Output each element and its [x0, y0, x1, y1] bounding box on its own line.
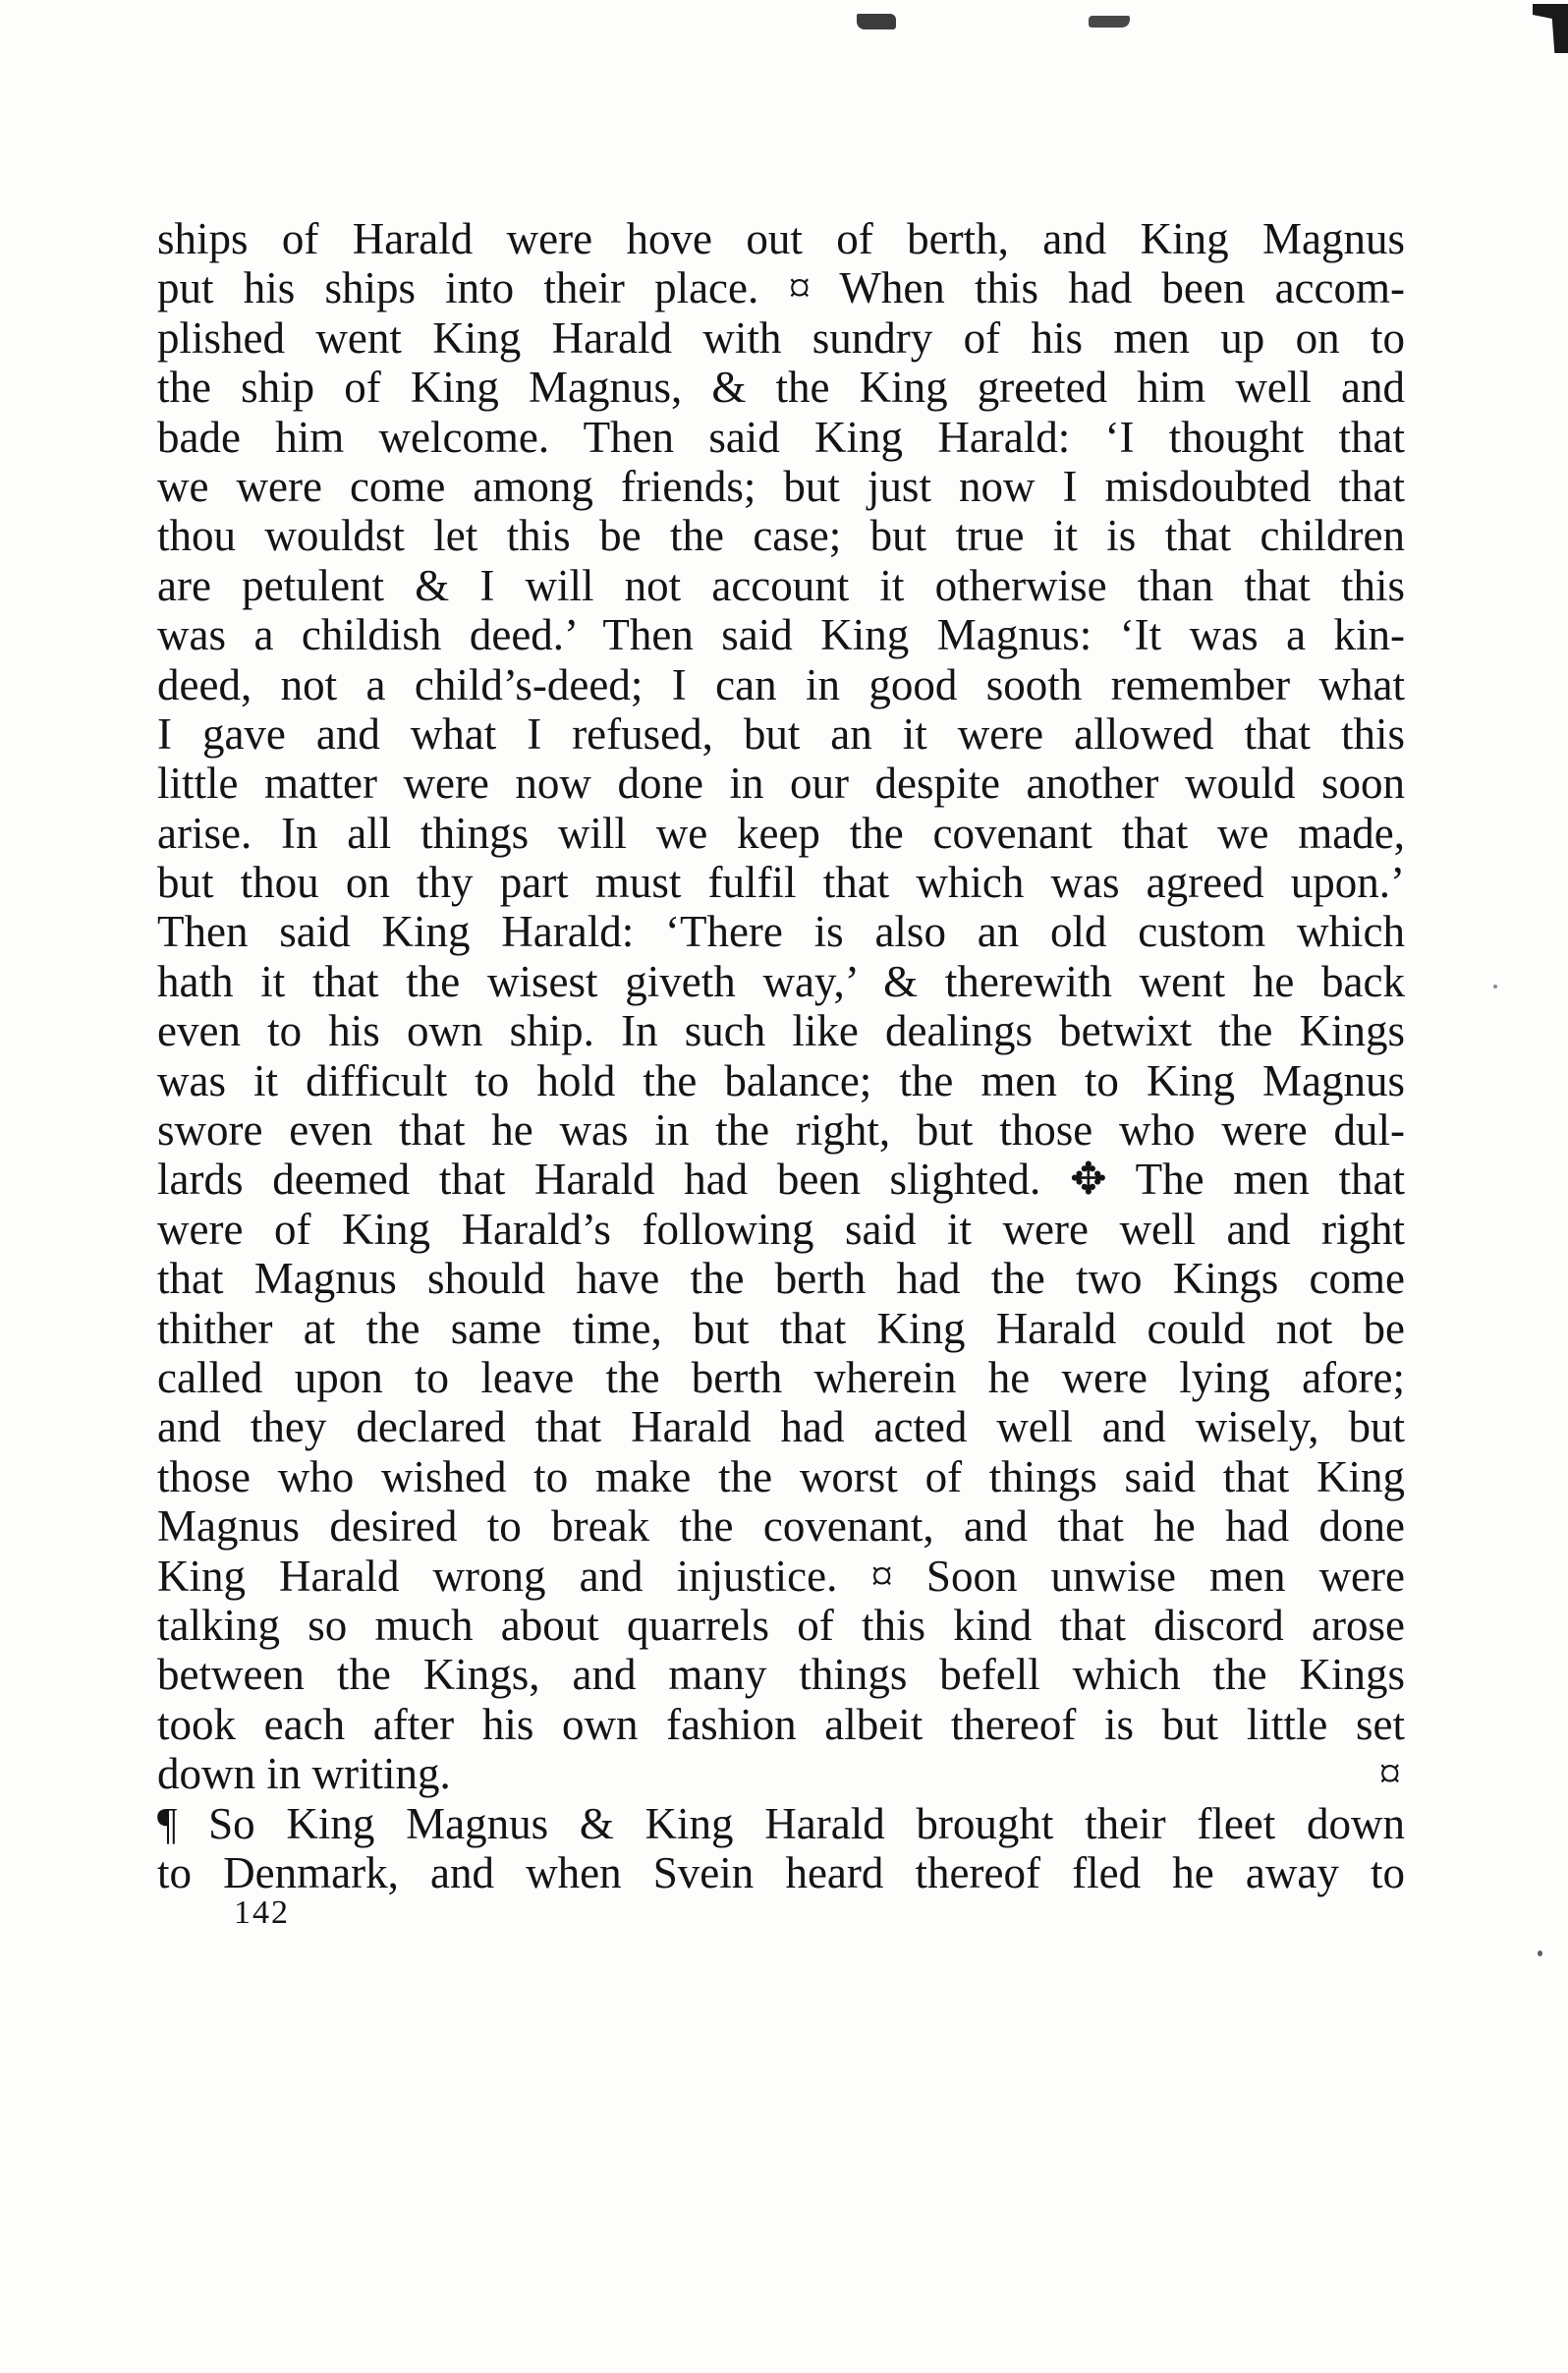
text-line: ships of Harald were hove out of berth, and King Magnus — [157, 214, 1405, 263]
text-line: ¶ So King Magnus & King Harald brought their fleet down — [157, 1798, 1405, 1848]
text-line: Then said King Harald: ‘There is also an old custom which — [157, 907, 1405, 957]
text-line: was it difficult to hold the balance; the men to King Magnus — [157, 1055, 1405, 1105]
text-line: King Harald wrong and injustice. ¤ Soon unwise men were — [157, 1551, 1405, 1601]
scan-speck-top-right — [1089, 16, 1130, 28]
scan-speck-lower — [1538, 1950, 1542, 1956]
paragraph-end-ornament: ¤ — [1378, 1749, 1401, 1799]
text-line: swore even that he was in the right, but those who were dul‐ — [157, 1105, 1405, 1156]
text-line: thither at the same time, but that King Harald could not be — [157, 1303, 1405, 1353]
text-line: arise. In all things will we keep the covenant that we made, — [157, 808, 1405, 858]
text-line: but thou on thy part must fulfil that which was agreed upon.’ — [157, 858, 1405, 908]
text-line: those who wished to make the worst of things said that King — [157, 1451, 1405, 1501]
scan-speck-top-left — [857, 14, 896, 29]
text-line: to Denmark, and when Svein heard thereof fled he away to — [157, 1847, 1405, 1897]
text-line: plished went King Harald with sundry of his men up on to — [157, 312, 1405, 363]
text-line: we were come among friends; but just now I misdoubted that — [157, 461, 1405, 511]
text-line: was a childish deed.’ Then said King Magnus: ‘It was a kin‐ — [157, 610, 1405, 660]
text-line: called upon to leave the berth wherein he were lying afore; — [157, 1352, 1405, 1402]
scan-speck-margin — [1493, 985, 1497, 989]
text-line: even to his own ship. In such like dealings betwixt the Kings — [157, 1006, 1405, 1056]
text-line: the ship of King Magnus, & the King greeted him well and — [157, 363, 1405, 413]
paragraph-end-line — [157, 1749, 1405, 1798]
text-line: put his ships into their place. ¤ When this had been accom‐ — [157, 263, 1405, 313]
body-text — [157, 214, 1405, 1897]
text-line: between the Kings, and many things befell which the Kings — [157, 1650, 1405, 1700]
text-line: I gave and what I refused, but an it were allowed that this — [157, 708, 1405, 759]
paragraph-end-text: down in writing. — [157, 1749, 451, 1799]
text-line: lards deemed that Harald had been slighted. ✥ The men that — [157, 1155, 1405, 1205]
text-line: little matter were now done in our despite another would soon — [157, 759, 1405, 809]
text-line: that Magnus should have the berth had the two Kings come — [157, 1254, 1405, 1304]
text-line: bade him welcome. Then said King Harald: ‘I thought that — [157, 412, 1405, 462]
text-line: hath it that the wisest giveth way,’ & therewith went he back — [157, 956, 1405, 1006]
text-line: are petulent & I will not account it otherwise than that this — [157, 560, 1405, 610]
page-number: 142 — [234, 1894, 290, 1931]
text-line: talking so much about quarrels of this kind that discord arose — [157, 1600, 1405, 1650]
text-line: and they declared that Harald had acted well and wisely, but — [157, 1402, 1405, 1452]
text-line: were of King Harald’s following said it were well and right — [157, 1204, 1405, 1254]
scan-edge-mark — [1533, 4, 1568, 53]
text-line: deed, not a child’s‐deed; I can in good sooth remember what — [157, 659, 1405, 709]
text-line: thou wouldst let this be the case; but true it is that children — [157, 511, 1405, 561]
text-line: Magnus desired to break the covenant, and that he had done — [157, 1501, 1405, 1552]
text-line: took each after his own fashion albeit thereof is but little set — [157, 1699, 1405, 1749]
